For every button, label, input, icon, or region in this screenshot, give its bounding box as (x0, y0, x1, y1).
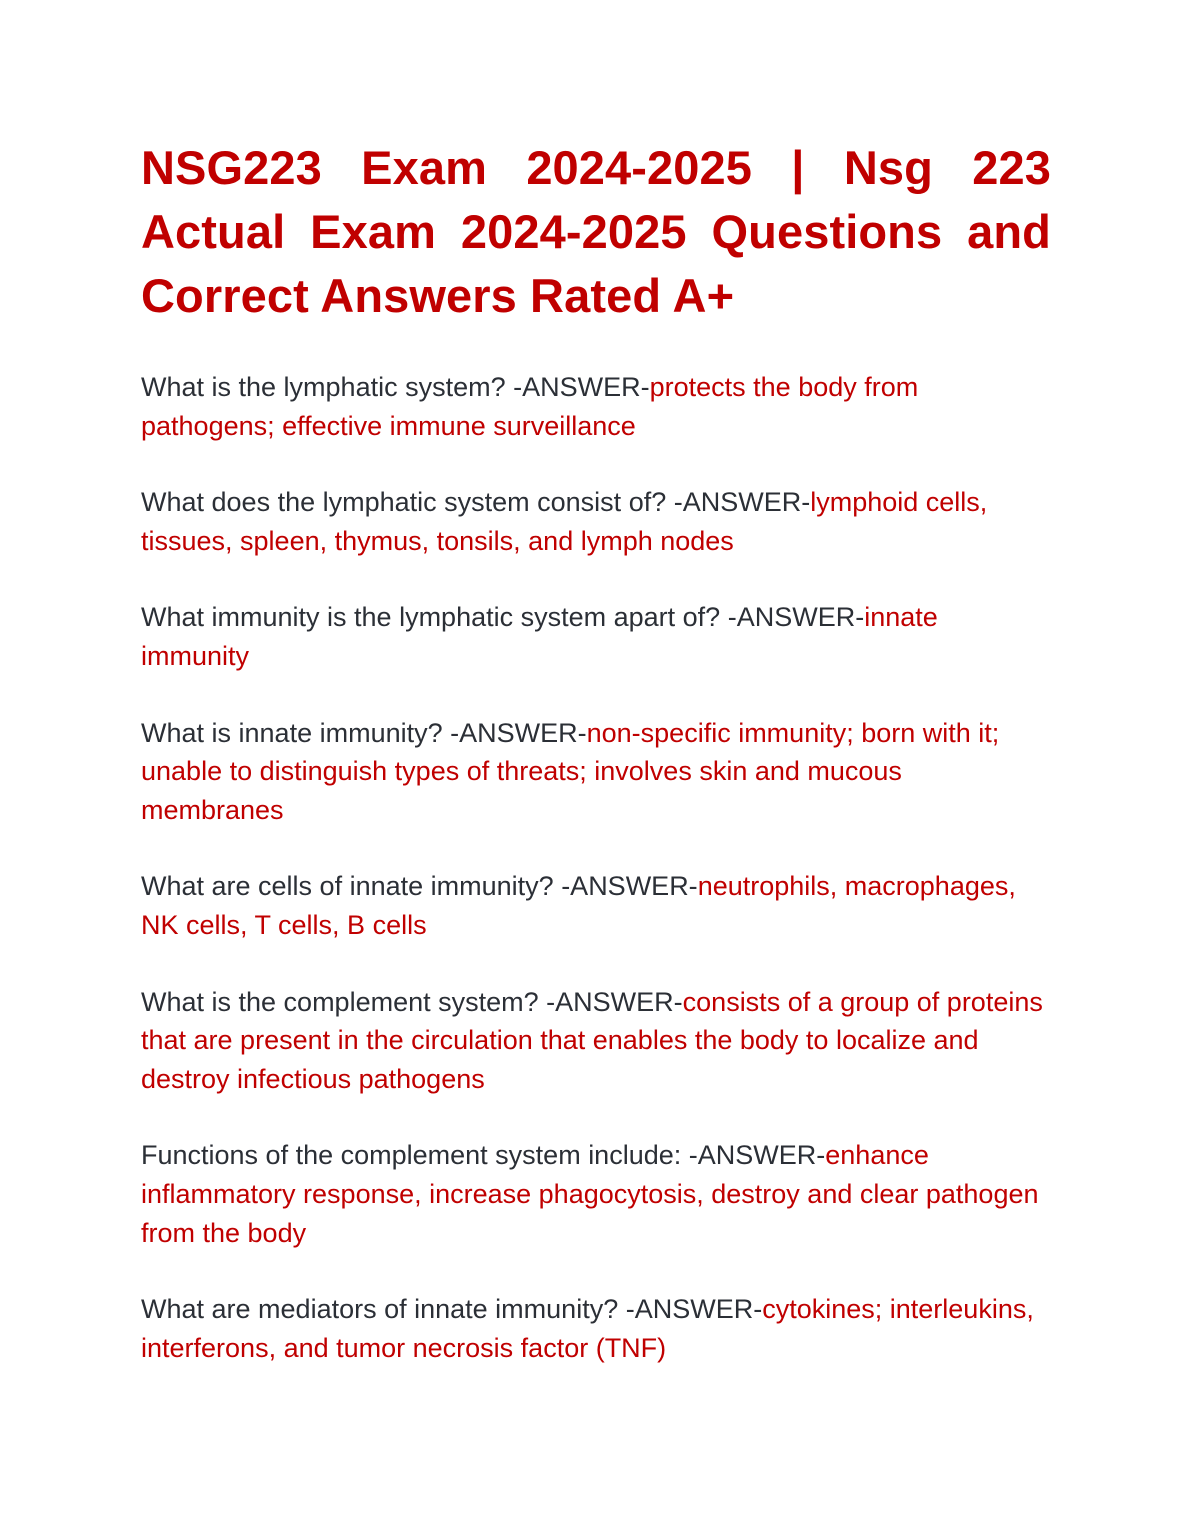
question-text: Functions of the complement system include: (141, 1140, 689, 1171)
document-page (141, 136, 1051, 1405)
answer-separator: -ANSWER- (625, 1294, 763, 1325)
qa-item-3 (141, 598, 1051, 675)
question-text: What is the complement system? (141, 986, 547, 1017)
question-text: What are mediators of innate immunity? (141, 1294, 626, 1325)
answer-separator: -ANSWER- (561, 871, 698, 902)
answer-text: cytokines; interleukins, interferons, and tumor necrosis factor (TNF) (141, 1294, 1034, 1363)
answer-separator: -ANSWER- (673, 487, 811, 518)
answer-text: protects the body from pathogens; effective immune surveillance (141, 372, 919, 441)
answer-separator: -ANSWER- (688, 1140, 826, 1171)
qa-item-1 (141, 368, 1051, 445)
question-text: What is innate immunity? (141, 717, 451, 748)
qa-list (141, 368, 1051, 1367)
qa-item-6 (141, 983, 1051, 1099)
document-title: NSG223 Exam 2024-2025 | Nsg 223 Actual Exam 2024-2025 Questions and Correct Answers Rated A+ (141, 141, 1051, 322)
qa-item-4 (141, 714, 1051, 830)
qa-item-8 (141, 1290, 1051, 1367)
qa-item-7 (141, 1136, 1051, 1252)
answer-separator: -ANSWER- (727, 602, 865, 633)
answer-text: lymphoid cells, tissues, spleen, thymus, tonsils, and lymph nodes (141, 487, 988, 556)
qa-item-5 (141, 867, 1051, 944)
answer-separator: -ANSWER- (513, 372, 650, 402)
question-text: What are cells of innate immunity? (141, 871, 562, 902)
answer-text: non-specific immunity; born with it; unable to distinguish types of threats; involves skin and mucous membranes (141, 717, 1000, 825)
answer-separator: -ANSWER- (546, 986, 683, 1017)
question-text: What does the lymphatic system consist of? (141, 487, 674, 518)
answer-text: enhance inflammatory response, increase phagocytosis, destroy and clear pathogen from the body (141, 1140, 1039, 1248)
qa-item-2 (141, 483, 1051, 560)
answer-text: innate immunity (141, 602, 938, 671)
answer-text: consists of a group of proteins that are present in the circulation that enables the body to localize and destroy infectious pathogens (141, 986, 1043, 1094)
question-text: What is the lymphatic system? (141, 372, 514, 402)
answer-text: neutrophils, macrophages, NK cells, T cells, B cells (141, 871, 1016, 940)
answer-separator: -ANSWER- (450, 717, 587, 748)
question-text: What immunity is the lymphatic system apart of? (141, 602, 728, 633)
